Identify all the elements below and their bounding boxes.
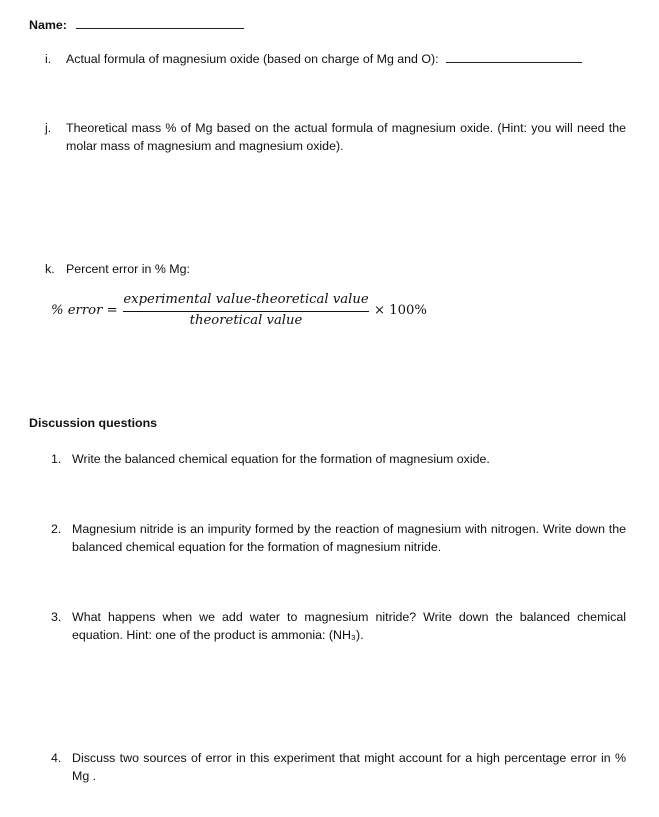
name-label: Name:	[29, 18, 67, 32]
formula-multiplier: × 100%	[374, 303, 427, 318]
question-4-number: 4.	[51, 751, 62, 765]
discussion-heading: Discussion questions	[29, 416, 158, 430]
part-i-marker: i.	[45, 52, 52, 66]
fraction-bar	[123, 311, 369, 312]
question-2-number: 2.	[51, 522, 62, 536]
part-k-text: Percent error in % Mg:	[66, 262, 190, 276]
question-1	[51, 450, 626, 468]
question-3-text: What happens when we add water to magnesium nitride? Write down the balanced chemical equation. Hint: one of the product is ammonia: (NH₃).	[72, 610, 626, 642]
part-i	[45, 50, 625, 68]
formula-numerator: experimental value-theoretical value	[123, 292, 369, 307]
question-2	[51, 520, 626, 556]
part-k-marker: k.	[45, 262, 55, 276]
formula-denominator: theoretical value	[189, 313, 303, 328]
part-j-marker: j.	[45, 121, 52, 135]
part-j-text: Theoretical mass % of Mg based on the actual formula of magnesium oxide. (Hint: you will need the molar mass of magnesium and magnesium oxide).	[66, 121, 626, 153]
formula-lhs: % error =	[51, 303, 118, 318]
name-row	[29, 16, 244, 34]
part-i-text: Actual formula of magnesium oxide (based on charge of Mg and O):	[66, 52, 439, 66]
part-j	[45, 119, 626, 155]
question-3-number: 3.	[51, 610, 62, 624]
question-4	[51, 749, 626, 785]
question-1-text: Write the balanced chemical equation for the formation of magnesium oxide.	[72, 452, 490, 466]
question-3	[51, 608, 626, 644]
question-2-text: Magnesium nitride is an impurity formed by the reaction of magnesium with nitrogen. Write down the balanced chemical equation for the formation of magnesium nitride.	[72, 522, 626, 554]
part-k	[45, 260, 625, 278]
question-1-number: 1.	[51, 452, 62, 466]
question-4-text: Discuss two sources of error in this experiment that might account for a high percentage error in % Mg .	[72, 751, 626, 783]
name-blank[interactable]	[76, 28, 244, 29]
part-i-answer-blank[interactable]	[446, 62, 582, 63]
